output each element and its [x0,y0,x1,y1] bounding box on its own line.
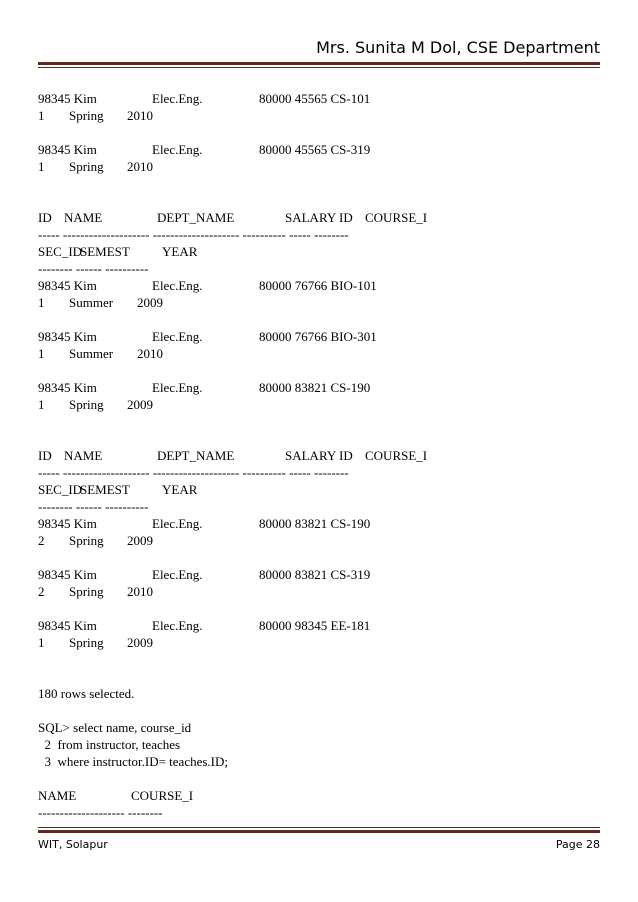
record-sec-line [38,294,598,311]
record-line [38,141,598,158]
col-semester: SEMEST [80,482,130,497]
record-id-name: 98345 Kim [38,516,97,531]
dash-separator: -------------------- -------- [38,805,163,820]
record-semester: Summer [69,295,114,310]
record-dept: Elec.Eng. [152,278,203,293]
record-line [38,617,598,634]
footer-institute: WIT, Solapur [38,838,108,851]
record-sec-id: 1 [38,108,45,123]
record-sec-line [38,532,598,549]
dash-separator: ----- -------------------- -------------------- ---------- ----- -------- [38,227,349,242]
sql-line: SQL> select name, course_id [38,720,192,735]
record-id-name: 98345 Kim [38,278,97,293]
footer-rule-thick [38,830,600,833]
col-year: YEAR [162,482,198,497]
record-salary-course: 80000 76766 BIO-301 [259,329,377,344]
record-semester: Spring [69,635,104,650]
col-semester: SEMEST [80,244,130,259]
record-sec-line [38,634,598,651]
col-salary-id: SALARY ID [285,210,353,225]
record-id-name: 98345 Kim [38,142,97,157]
record-line [38,328,598,345]
record-line [38,566,598,583]
record-year: 2009 [137,295,163,310]
record-semester: Spring [69,584,104,599]
col-name: NAME [38,788,77,803]
record-year: 2010 [127,159,153,174]
col-course-id: COURSE_I [365,448,428,463]
record-line [38,277,598,294]
record-dept: Elec.Eng. [152,142,203,157]
header-rule-thin [38,67,600,68]
record-semester: Summer [69,346,114,361]
record-sec-id: 2 [38,533,45,548]
header-rule-thick [38,62,600,65]
column-heading-row [38,447,598,464]
record-year: 2009 [127,635,153,650]
record-line [38,90,598,107]
col-course-id: COURSE_I [131,788,194,803]
record-dept: Elec.Eng. [152,329,203,344]
record-salary-course: 80000 45565 CS-319 [259,142,371,157]
record-sec-id: 1 [38,295,45,310]
document-body [38,90,598,821]
sql-line: 2 from instructor, teaches [38,737,181,752]
record-salary-course: 80000 45565 CS-101 [259,91,371,106]
record-sec-id: 1 [38,346,45,361]
record-id-name: 98345 Kim [38,329,97,344]
record-dept: Elec.Eng. [152,380,203,395]
col-name: NAME [64,448,103,463]
record-line [38,379,598,396]
record-sec-id: 1 [38,635,45,650]
record-id-name: 98345 Kim [38,91,97,106]
record-semester: Spring [69,533,104,548]
record-sec-id: 1 [38,397,45,412]
column-heading-row-2 [38,481,598,498]
record-dept: Elec.Eng. [152,516,203,531]
record-semester: Spring [69,108,104,123]
dash-separator: ----- -------------------- -------------------- ---------- ----- -------- [38,465,349,480]
record-id-name: 98345 Kim [38,380,97,395]
col-course-id: COURSE_I [365,210,428,225]
record-sec-line [38,396,598,413]
record-sec-line [38,158,598,175]
record-dept: Elec.Eng. [152,567,203,582]
record-salary-course: 80000 76766 BIO-101 [259,278,377,293]
record-dept: Elec.Eng. [152,91,203,106]
col-sec-id: SEC_ID [38,244,83,259]
dash-separator: -------- ------ ---------- [38,261,149,276]
record-sec-id: 1 [38,159,45,174]
rows-selected-text: 180 rows selected. [38,686,135,701]
record-semester: Spring [69,159,104,174]
record-year: 2009 [127,397,153,412]
sql-line: 3 where instructor.ID= teaches.ID; [38,754,228,769]
column-heading-row-2 [38,243,598,260]
final-heading-row [38,787,598,804]
col-id: ID [38,210,52,225]
footer-rule-thin [38,827,600,828]
record-salary-course: 80000 83821 CS-190 [259,516,371,531]
record-salary-course: 80000 83821 CS-190 [259,380,371,395]
page-header-title: Mrs. Sunita M Dol, CSE Department [316,38,600,57]
col-year: YEAR [162,244,198,259]
col-name: NAME [64,210,103,225]
record-sec-line [38,345,598,362]
record-sec-id: 2 [38,584,45,599]
col-salary-id: SALARY ID [285,448,353,463]
record-id-name: 98345 Kim [38,567,97,582]
record-id-name: 98345 Kim [38,618,97,633]
record-year: 2009 [127,533,153,548]
record-sec-line [38,583,598,600]
record-sec-line [38,107,598,124]
record-salary-course: 80000 98345 EE-181 [259,618,371,633]
column-heading-row [38,209,598,226]
record-year: 2010 [137,346,163,361]
col-id: ID [38,448,52,463]
record-year: 2010 [127,584,153,599]
col-sec-id: SEC_ID [38,482,83,497]
record-salary-course: 80000 83821 CS-319 [259,567,371,582]
dash-separator: -------- ------ ---------- [38,499,149,514]
record-semester: Spring [69,397,104,412]
footer-page-number: Page 28 [555,838,600,851]
col-dept-name: DEPT_NAME [157,210,235,225]
col-dept-name: DEPT_NAME [157,448,235,463]
record-year: 2010 [127,108,153,123]
record-dept: Elec.Eng. [152,618,203,633]
record-line [38,515,598,532]
